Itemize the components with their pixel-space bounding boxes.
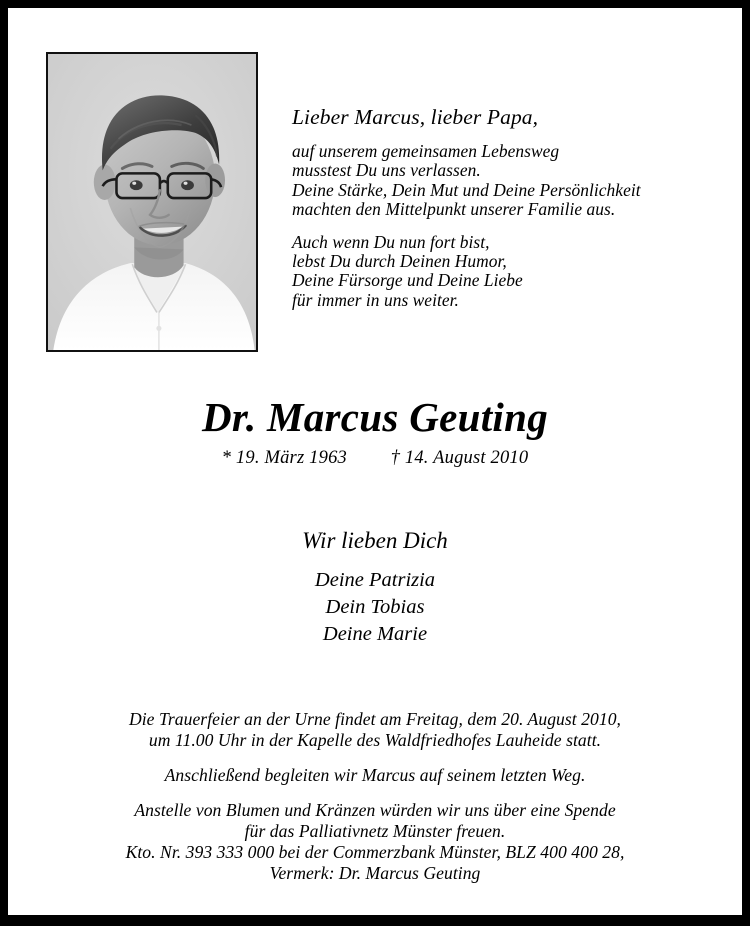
verse-line: lebst Du durch Deinen Humor, (292, 251, 507, 272)
death-date: † 14. August 2010 (390, 448, 529, 468)
card-inner (8, 8, 742, 915)
deceased-name-block (8, 393, 742, 470)
verse-line: musstest Du uns verlassen. (292, 160, 481, 181)
dedication-verse-2 (292, 233, 722, 311)
dedication-text (292, 104, 722, 310)
verse-line: Deine Fürsorge und Deine Liebe (292, 270, 523, 291)
verse-line: Deine Stärke, Dein Mut und Deine Persönlichkeit (292, 179, 641, 200)
procession-info (8, 765, 742, 786)
portrait-photo-frame (46, 52, 258, 352)
procession-line: Anschließend begleiten wir Marcus auf seinem letzten Weg. (164, 765, 586, 785)
birth-date: * 19. März 1963 (221, 448, 347, 468)
mourner-name: Deine Patrizia (314, 569, 436, 591)
donation-info (8, 800, 742, 884)
donation-line: für das Palliativnetz Münster freuen. (244, 821, 506, 841)
deceased-name: Dr. Marcus Geuting (201, 394, 548, 440)
ceremony-line: Die Trauerfeier an der Urne findet am Freitag, dem 20. August 2010, (128, 709, 622, 729)
mourner-name: Deine Marie (322, 623, 428, 645)
mourners-block (8, 527, 742, 648)
verse-line: machten den Mittelpunkt unserer Familie aus. (292, 199, 616, 220)
mourner-name: Dein Tobias (325, 596, 425, 618)
service-details-block (8, 709, 742, 884)
ceremony-info (8, 709, 742, 751)
verse-line: auf unserem gemeinsamen Lebensweg (292, 141, 560, 161)
life-dates (8, 446, 742, 470)
donation-line: Anstelle von Blumen und Kränzen würden wir uns über eine Spende (134, 800, 616, 820)
ceremony-line: um 11.00 Uhr in der Kapelle des Waldfriedhofes Lauheide statt. (148, 730, 602, 750)
dedication-salutation: Lieber Marcus, lieber Papa, (292, 105, 539, 129)
donation-bank-line: Kto. Nr. 393 333 000 bei der Commerzbank Münster, BLZ 400 400 28, (125, 842, 625, 862)
verse-line: Auch wenn Du nun fort bist, (292, 231, 490, 252)
mourners-heading: Wir lieben Dich (302, 528, 448, 553)
dedication-verse-1 (292, 142, 722, 220)
portrait-photo (48, 54, 256, 350)
verse-line: für immer in uns weiter. (292, 289, 459, 310)
donation-reference-line: Vermerk: Dr. Marcus Geuting (269, 863, 481, 883)
